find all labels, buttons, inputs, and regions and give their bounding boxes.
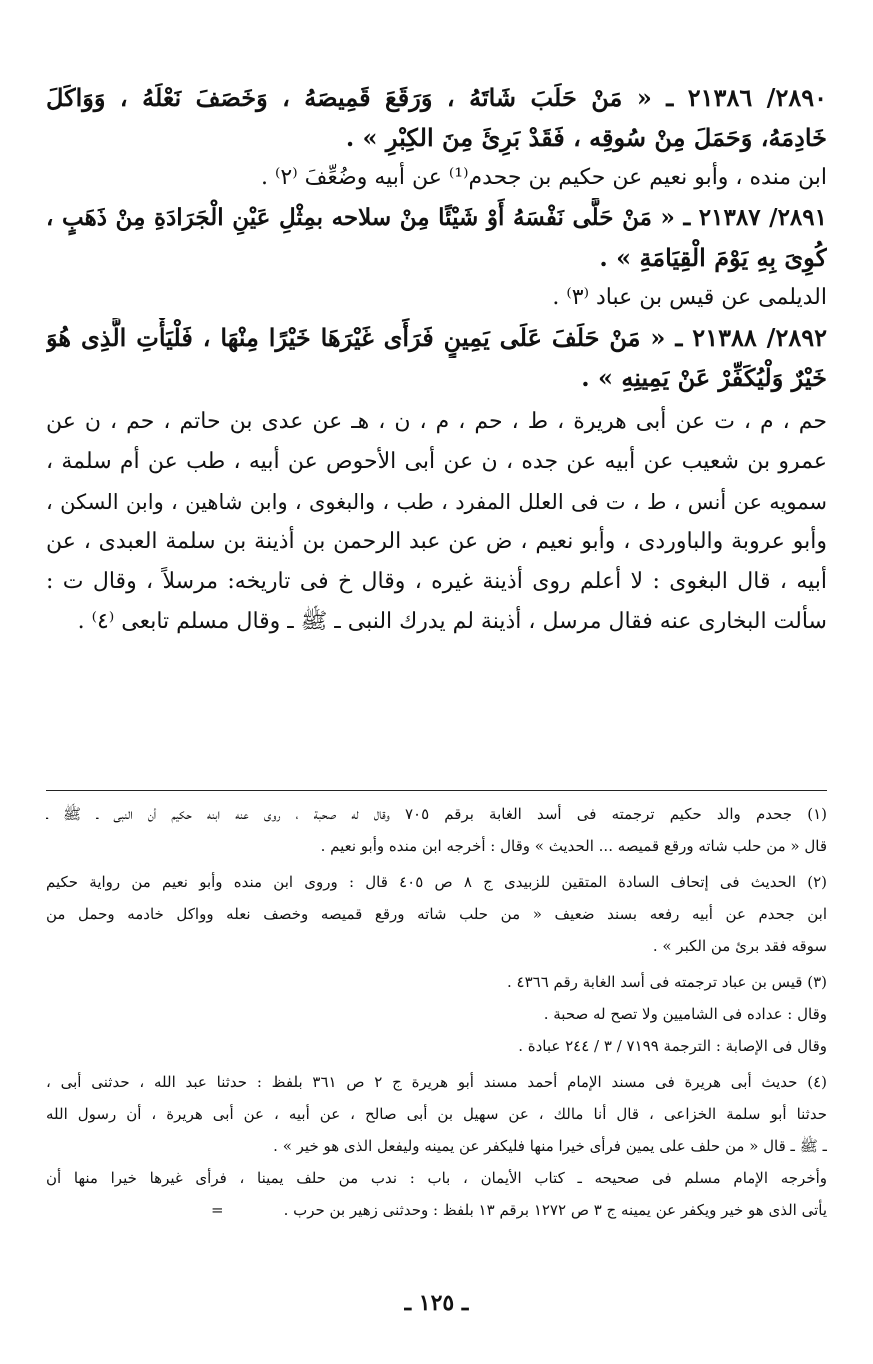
hadith-source: الديلمى عن قيس بن عباد ⁽٣⁾ .	[552, 285, 827, 310]
footnote-line: (٢) الحديث فى إتحاف السادة المتقين للزبيدى ج ٨ ص ٤٠٥ قال : وروى ابن منده وأبو نعيم من رواية حكيم	[46, 873, 827, 891]
main-text	[46, 78, 827, 642]
page-number: ـ ١٢٥ ـ	[404, 1290, 469, 1316]
hadith-source-line: سمويه عن أنس ، ط ، ت فى العلل المفرد ، طب ، والبغوى ، وابن شاهين ، وابن السكن ،	[46, 490, 827, 514]
hadith-source-line: أبيه ، قال البغوى : لا أعلم روى أذينة غيره ، وقال خ فى تاريخه: مرسلاً ، وقال ت :	[46, 569, 827, 594]
footnote-line: وقال : عداده فى الشاميين ولا تصح له صحبة .	[543, 1005, 827, 1023]
hadith-line: خَيْرٌ وَلْيُكَفِّرْ عَنْ يَمِينِهِ » .	[581, 363, 827, 392]
hadith-line: خَادِمَهُ، وَحَمَلَ مِنْ سُوقِه ، فَقَدْ بَرِئَ مِنَ الكِبْرِ » .	[345, 123, 827, 152]
continuation-mark: =	[210, 1201, 224, 1219]
hadith-source-line: سألت البخارى عنه فقال مرسل ، أذينة لم يدرك النبى ـ ﷺ ـ وقال مسلم تابعى ⁽٤⁾ .	[77, 609, 827, 634]
footnote-line: (٣) قيس بن عباد ترجمته فى أسد الغابة رقم ٤٣٦٦ .	[506, 973, 827, 991]
footnote-line: سوقه فقد برئ من الكبر » .	[652, 937, 827, 955]
hadith-source-line: عمرو بن شعيب عن أبيه عن جده ، ن عن أبى الأحوص عن أبيه ، طب عن أم سلمة ،	[46, 449, 827, 474]
footnote-line	[46, 1194, 827, 1226]
footnote-text: يأتى الذى هو خير ويكفر عن يمينه ج ٣ ص ١٢٧٢ برقم ١٣ بلفظ : وحدثنى زهير بن حرب .	[283, 1201, 827, 1219]
footnote-line: (٤) حديث أبى هريرة فى مسند الإمام أحمد مسند أبو هريرة ج ٢ ص ٣٦١ بلفظ : حدثنا عبد الله ، حدثنى أبى ،	[46, 1073, 827, 1091]
footnote-line: وقال فى الإصابة : الترجمة ٧١٩٩ / ٣ / ٢٤٤ عبادة .	[518, 1037, 827, 1055]
hadith-source-line: حم ، م ، ت عن أبى هريرة ، ط ، حم ، م ، ن ، هـ عن عدى بن حاتم ، حم ، ن عن	[46, 409, 827, 434]
hadith-line: ٢٨٩١/ ٢١٣٨٧ ـ « مَنْ حَلَّى نَفْسَهُ أَوْ شَيْئًا مِنْ سلاحه بمِثْلِ عَيْنِ الْجَرَادَةِ مِنْ ذَهَبٍ ،	[46, 204, 827, 231]
footnote-line: حدثنا أبو سلمة الخزاعى ، قال أنا مالك ، عن سهيل بن أبى صالح ، عن أبيه ، عن أبى هريرة ، أن رسول الله	[46, 1105, 827, 1123]
hadith-line: ٢٨٩٢/ ٢١٣٨٨ ـ « مَنْ حَلَفَ عَلَى يَمِينٍ فَرَأَى غَيْرَهَا خَيْرًا مِنْهَا ، فَلْيَأْتِ الَّذِى هُوَ	[46, 323, 827, 352]
hadith-source: ابن منده ، وأبو نعيم عن حكيم بن جحدم⁽¹⁾ عن أبيه وضُعِّفَ ⁽٢⁾ .	[261, 165, 827, 190]
footnote-line: قال « من حلب شاته ورقع قميصه ... الحديث » وقال : أخرجه ابن منده وأبو نعيم .	[320, 837, 827, 855]
footnotes	[46, 798, 827, 1226]
hadith-line: ٢٨٩٠/ ٢١٣٨٦ ـ « مَنْ حَلَبَ شَاتَهُ ، وَرَقَعَ قَمِيصَهُ ، وَخَصَفَ نَعْلَهُ ، وَوَاكَلَ	[46, 83, 827, 112]
footnote-divider	[46, 790, 827, 791]
hadith-line: كُوِىَ بِهِ يَوْمَ الْقِيَامَةِ » .	[599, 243, 827, 272]
footnote-line: وأخرجه الإمام مسلم فى صحيحه ـ كتاب الأيمان ، باب : ندب من حلف يمينا ، فرأى غيرها خيرا منها أن	[46, 1169, 827, 1187]
footnote-line: ـ ﷺ ـ قال « من حلف على يمين فرأى خيرا منها فليكفر عن يمينه وليفعل الذى هو خير » .	[273, 1137, 827, 1155]
hadith-source-line: وأبو عروبة والباوردى ، وأبو نعيم ، ض عن عبد الرحمن بن أذينة بن سلمة العبدى ، عن	[46, 529, 827, 554]
footnote-line: (١) جحدم والد حكيم ترجمته فى أسد الغابة برقم ٧٠٥ وقال له صحبة ، روى عنه ابنه حكيم أن النبى ـ ﷺ ـ	[46, 805, 827, 823]
footnote-line: ابن جحدم عن أبيه رفعه بسند ضعيف « من حلب شاته ورقع قميصه وخصف نعله وواكل خادمه وحمل من	[46, 905, 827, 923]
